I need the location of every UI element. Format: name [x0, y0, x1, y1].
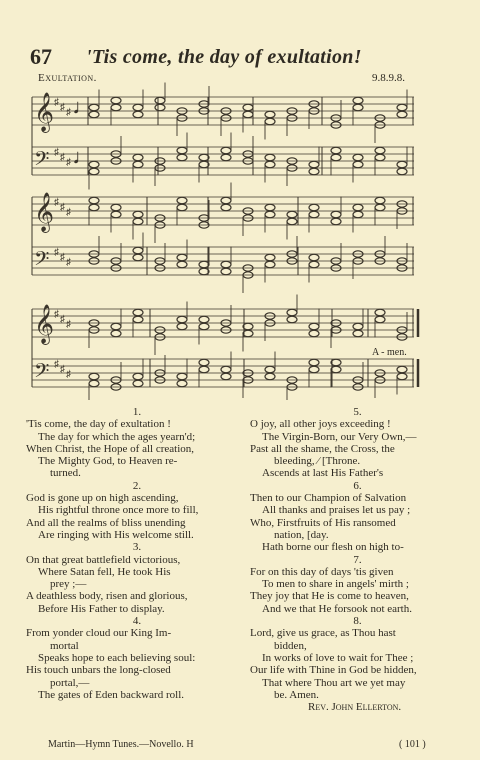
note-head — [133, 111, 143, 117]
note-head — [397, 104, 407, 110]
note-head — [309, 211, 319, 217]
verse-line: Who, Firstfruits of His ransomed — [250, 516, 396, 529]
note-head — [353, 204, 363, 210]
sharp-icon: ♯ — [54, 247, 59, 258]
verse-number: 3. — [132, 541, 142, 554]
note-head — [265, 261, 275, 267]
note-head — [177, 323, 187, 329]
verse-number: 7. — [353, 553, 362, 566]
treble-clef-icon: 𝄞 — [34, 194, 55, 231]
sharp-icon: ♯ — [66, 207, 71, 218]
note-head — [243, 104, 253, 110]
note-head — [265, 118, 275, 124]
verse-line: From yonder cloud our King Im- — [26, 627, 172, 640]
note-head — [133, 373, 143, 379]
verse-line: For on this day of days 'tis given — [250, 565, 394, 578]
note-head — [353, 104, 363, 110]
note-head — [221, 366, 231, 372]
verse-line: And we that He forsook not earth. — [262, 602, 412, 615]
verse-line: Past all the shame, the Cross, the — [250, 442, 395, 455]
verse-line: bidden, — [274, 639, 307, 652]
hymn-title: 'Tis come, the day of exultation! — [86, 46, 362, 68]
note-head — [221, 261, 231, 267]
hymn-number: 67 — [30, 44, 52, 69]
verse-line: bleeding, ⁄ [Throne. — [274, 455, 361, 468]
sharp-icon: ♯ — [60, 152, 65, 163]
verse-line: His touch unbars the long-closed — [26, 664, 171, 677]
note-head — [353, 323, 363, 329]
note-head — [265, 154, 275, 160]
page-number: ( 101 ) — [399, 739, 426, 750]
note-head — [309, 161, 319, 167]
note-head — [89, 111, 99, 117]
verse-line: They joy that He is come to heaven, — [250, 590, 409, 603]
verses-left-column — [26, 406, 248, 701]
note-head — [111, 330, 121, 336]
note-head — [199, 316, 209, 322]
note-head — [111, 204, 121, 210]
note-head — [309, 168, 319, 174]
verse-line: Before His Father to display. — [38, 602, 165, 615]
note-head — [133, 380, 143, 386]
note-head — [397, 111, 407, 117]
note-head — [89, 197, 99, 203]
verse-number: 2. — [132, 479, 142, 492]
sharp-icon: ♯ — [60, 314, 65, 325]
verse-line: 'Tis come, the day of exultation ! — [26, 418, 171, 431]
note-head — [309, 204, 319, 210]
note-head — [111, 104, 121, 110]
note-head — [375, 316, 385, 322]
note-head — [221, 197, 231, 203]
note-head — [111, 323, 121, 329]
note-head — [309, 261, 319, 267]
note-head — [177, 147, 187, 153]
sharp-icon: ♯ — [54, 197, 59, 208]
verse-line: When Christ, the Hope of all creation, — [26, 442, 195, 455]
bass-clef-icon: 𝄢 — [34, 149, 50, 175]
note-head — [309, 359, 319, 365]
note-head — [287, 309, 297, 315]
note-head — [265, 111, 275, 117]
verse-line: Where Satan fell, He took His — [38, 565, 171, 578]
note-head — [265, 204, 275, 210]
verse-line: To men to share in angels' mirth ; — [262, 578, 409, 591]
note-head — [243, 111, 253, 117]
verse-line: Then to our Champion of Salvation — [250, 492, 407, 505]
note-head — [89, 373, 99, 379]
verse-line: The gates of Eden backward roll. — [38, 688, 184, 701]
verse-line: On that great battlefield victorious, — [26, 553, 181, 566]
verses-right-column — [250, 406, 465, 713]
bass-clef-icon: 𝄢 — [34, 249, 50, 275]
note-head — [133, 254, 143, 260]
verse-line: And all the realms of bliss unending — [26, 516, 186, 529]
verse-line: That where Thou art we yet may — [262, 676, 406, 689]
note-head — [397, 366, 407, 372]
sharp-icon: ♯ — [60, 102, 65, 113]
treble-clef-icon: 𝄞 — [34, 94, 55, 131]
note-head — [177, 373, 187, 379]
note-head — [111, 97, 121, 103]
sharp-icon: ♯ — [66, 107, 71, 118]
note-head — [309, 254, 319, 260]
sharp-icon: ♯ — [60, 202, 65, 213]
note-head — [353, 211, 363, 217]
note-head — [309, 366, 319, 372]
sharp-icon: ♯ — [54, 147, 59, 158]
note-head — [133, 218, 143, 224]
note-head — [309, 323, 319, 329]
verse-line: Ascends at last His Father's — [262, 467, 384, 480]
note-head — [287, 211, 297, 217]
verse-line: Speaks hope to each believing soul: — [38, 651, 196, 664]
note-head — [397, 161, 407, 167]
verse-number: 5. — [353, 406, 362, 418]
verse-line: portal,— — [50, 676, 90, 689]
note-head — [331, 154, 341, 160]
sharp-icon: ♯ — [60, 252, 65, 263]
sharp-icon: ♯ — [66, 157, 71, 168]
note-head — [265, 366, 275, 372]
verse-number: 6. — [353, 479, 362, 492]
note-head — [177, 204, 187, 210]
sharp-icon: ♯ — [66, 319, 71, 330]
note-head — [177, 197, 187, 203]
verse-line: be. Amen. — [274, 688, 319, 701]
note-head — [133, 247, 143, 253]
note-head — [199, 359, 209, 365]
verse-line: Lord, give us grace, as Thou hast — [250, 627, 396, 640]
note-head — [221, 204, 231, 210]
verse-line: prey ;— — [50, 578, 87, 591]
verse-line: The day for which the ages yearn'd; — [38, 430, 196, 443]
verse-line: In works of love to wait for Thee ; — [262, 651, 414, 664]
note-head — [265, 211, 275, 217]
note-head — [265, 373, 275, 379]
treble-clef-icon: 𝄞 — [34, 306, 55, 343]
author-credit: Rev. John Ellerton. — [308, 701, 402, 714]
note-head — [353, 97, 363, 103]
sharp-icon: ♯ — [66, 369, 71, 380]
note-head — [89, 104, 99, 110]
verse-line: nation, [day. — [274, 528, 329, 541]
note-head — [221, 147, 231, 153]
note-head — [155, 104, 165, 110]
note-head — [331, 147, 341, 153]
verse-number: 4. — [132, 615, 142, 628]
verse-line: His rightful throne once more to fill, — [38, 504, 199, 517]
note-head — [331, 218, 341, 224]
note-head — [177, 254, 187, 260]
verse-number: 1. — [132, 406, 142, 418]
verse-line: Are ringing with His welcome still. — [38, 528, 194, 541]
verse-line: God is gone up on high ascending, — [26, 492, 179, 505]
amen-label: A - men. — [372, 347, 407, 358]
publisher-footer: Martin—Hymn Tunes.—Novello. H — [48, 739, 194, 750]
note-head — [287, 316, 297, 322]
verse-line: A deathless body, risen and glorious, — [26, 590, 188, 603]
note-head — [221, 154, 231, 160]
note-head — [133, 316, 143, 322]
note-head — [133, 104, 143, 110]
note-head — [375, 147, 385, 153]
tune-name: Exultation. — [38, 72, 97, 84]
verse-number: 8. — [353, 615, 362, 628]
note-head — [353, 154, 363, 160]
note-head — [133, 154, 143, 160]
note-head — [89, 168, 99, 174]
note-head — [375, 197, 385, 203]
note-head — [111, 211, 121, 217]
note-head — [397, 168, 407, 174]
verse-line: All thanks and praises let us pay ; — [262, 504, 411, 517]
note-head — [375, 309, 385, 315]
note-head — [155, 97, 165, 103]
verse-line: Hath borne our flesh on high to- — [262, 541, 404, 554]
note-head — [133, 309, 143, 315]
meter: 9.8.9.8. — [372, 72, 405, 84]
note-head — [177, 380, 187, 386]
note-head — [133, 161, 143, 167]
verse-line: turned. — [50, 467, 81, 480]
note-head — [375, 204, 385, 210]
note-head — [177, 316, 187, 322]
note-head — [199, 323, 209, 329]
note-head — [89, 380, 99, 386]
sharp-icon: ♯ — [54, 359, 59, 370]
note-head — [287, 218, 297, 224]
sharp-icon: ♯ — [66, 257, 71, 268]
verse-line: The Mighty God, to Heaven re- — [38, 455, 178, 468]
sharp-icon: ♯ — [60, 364, 65, 375]
note-head — [265, 254, 275, 260]
time-signature: 𝅘𝅥 — [74, 152, 79, 167]
bass-clef-icon: 𝄢 — [34, 361, 50, 387]
note-head — [177, 154, 187, 160]
note-head — [89, 204, 99, 210]
verse-line: O joy, all other joys exceeding ! — [250, 418, 391, 431]
verse-line: Our life with Thine in God be hidden, — [250, 664, 417, 677]
note-head — [309, 330, 319, 336]
time-signature: 𝅘𝅥 — [74, 102, 79, 117]
note-head — [375, 154, 385, 160]
note-head — [265, 161, 275, 167]
note-head — [199, 366, 209, 372]
note-head — [221, 373, 231, 379]
sharp-icon: ♯ — [54, 309, 59, 320]
note-head — [89, 161, 99, 167]
verse-line: mortal — [50, 639, 79, 652]
sharp-icon: ♯ — [54, 97, 59, 108]
note-head — [331, 211, 341, 217]
note-head — [353, 330, 363, 336]
note-head — [397, 373, 407, 379]
note-head — [177, 261, 187, 267]
note-head — [221, 268, 231, 274]
verse-line: The Virgin-Born, our Very Own,— — [262, 430, 417, 443]
note-head — [133, 211, 143, 217]
note-head — [353, 161, 363, 167]
